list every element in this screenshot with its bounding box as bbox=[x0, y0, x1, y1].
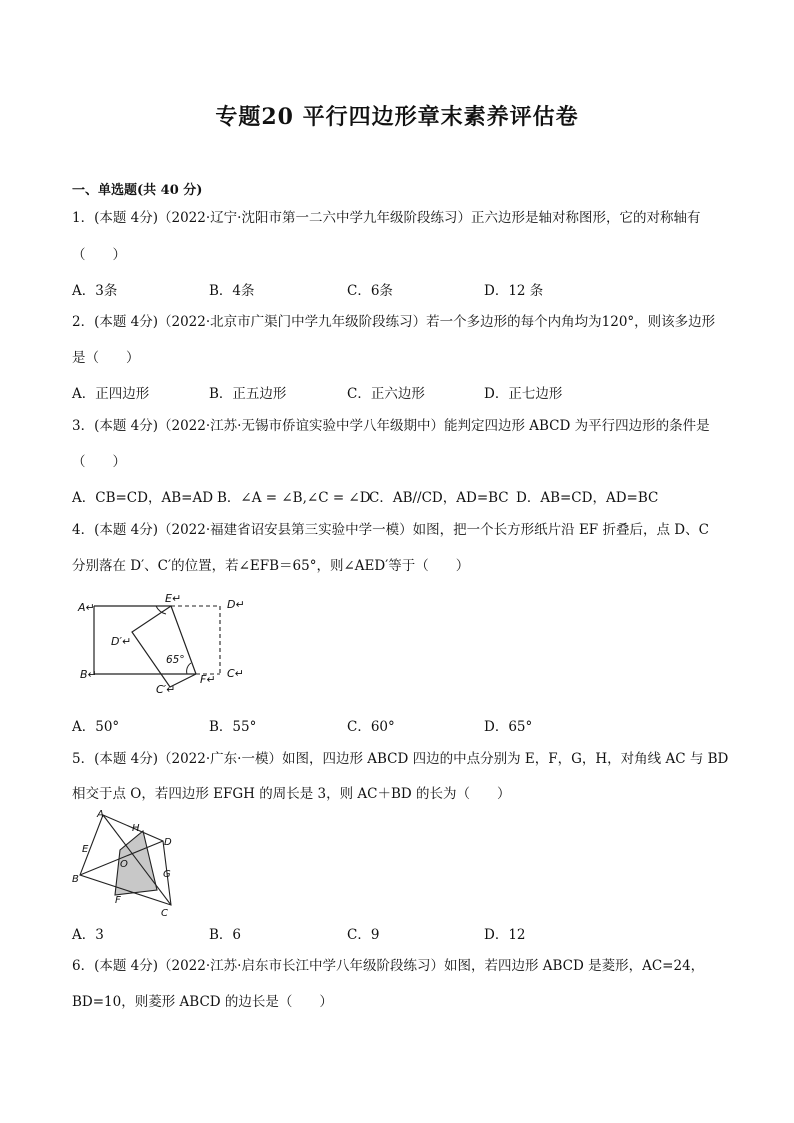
section-heading: 一、单选题(共 40 分) bbox=[72, 183, 203, 198]
q5-label-e: E bbox=[82, 844, 89, 855]
q1-option-b: B．4条 bbox=[209, 283, 255, 299]
q5-label-g: G bbox=[163, 869, 171, 880]
q1-option-a: A．3条 bbox=[72, 283, 118, 299]
q3-option-c: C．AB//CD，AD=BC bbox=[369, 490, 509, 506]
q6-stem-line2: BD=10，则菱形 ABCD 的边长是（ ） bbox=[72, 994, 333, 1010]
q4-label-a: A↵ bbox=[78, 601, 95, 614]
q3-stem-line2: （ ） bbox=[72, 454, 126, 470]
q2-option-c: C．正六边形 bbox=[347, 386, 425, 402]
q5-option-c: C．9 bbox=[347, 927, 380, 943]
q4-label-d-prime: D′↵ bbox=[111, 635, 132, 648]
q2-option-a: A．正四边形 bbox=[72, 386, 150, 402]
q5-label-h: H bbox=[132, 823, 140, 834]
q5-midpoint-quadrilateral-figure bbox=[66, 810, 186, 920]
q5-label-a: A bbox=[97, 810, 104, 820]
q5-label-c: C bbox=[161, 908, 168, 919]
q4-stem-line1: 4．(本题 4分)（2022·福建省诏安县第三实验中学一模）如图，把一个长方形纸片沿 EF 折叠后，点 D、C bbox=[72, 522, 709, 538]
q4-label-f: F↵ bbox=[200, 673, 216, 686]
q4-option-d: D．65° bbox=[484, 719, 533, 735]
q5-label-f: F bbox=[115, 895, 121, 906]
q4-option-a: A．50° bbox=[72, 719, 120, 735]
q1-option-c: C．6条 bbox=[347, 283, 393, 299]
q4-folded-rectangle-figure bbox=[70, 592, 260, 702]
q5-label-o: O bbox=[120, 859, 128, 870]
page-title: 专题20 平行四边形章末素养评估卷 bbox=[215, 104, 579, 130]
q5-label-d: D bbox=[164, 837, 172, 848]
q3-option-b: B．∠A = ∠B,∠C = ∠D bbox=[217, 490, 371, 506]
q4-stem-line2: 分别落在 D′、C′的位置，若∠EFB＝65°，则∠AED′等于（ ） bbox=[72, 558, 470, 574]
q5-option-d: D．12 bbox=[484, 927, 526, 943]
q5-option-b: B．6 bbox=[209, 927, 242, 943]
q4-label-b: B↵ bbox=[80, 668, 97, 681]
q1-stem-line2: （ ） bbox=[72, 247, 126, 263]
q6-stem-line1: 6．(本题 4分)（2022·江苏·启东市长江中学八年级阶段练习）如图，若四边形 ABCD 是菱形，AC=24， bbox=[72, 958, 705, 974]
q5-stem-line1: 5．(本题 4分)（2022·广东·一模）如图，四边形 ABCD 四边的中点分别为 E，F，G，H，对角线 AC 与 BD bbox=[72, 751, 729, 767]
q1-stem-line1: 1．(本题 4分)（2022·辽宁·沈阳市第一二六中学九年级阶段练习）正六边形是轴对称图形，它的对称轴有 bbox=[72, 210, 701, 226]
q4-label-d: D↵ bbox=[227, 598, 245, 611]
q5-stem-line2: 相交于点 O，若四边形 EFGH 的周长是 3，则 AC＋BD 的长为（ ） bbox=[72, 786, 511, 802]
q3-stem-line1: 3．(本题 4分)（2022·江苏·无锡市侨谊实验中学八年级期中）能判定四边形 ABCD 为平行四边形的条件是 bbox=[72, 418, 710, 434]
q4-option-b: B．55° bbox=[209, 719, 257, 735]
q4-label-e: E↵ bbox=[165, 592, 182, 605]
q4-label-c: C↵ bbox=[227, 667, 244, 680]
q3-option-d: D．AB=CD，AD=BC bbox=[516, 490, 659, 506]
q2-stem-line2: 是（ ） bbox=[72, 350, 140, 366]
q2-option-d: D．正七边形 bbox=[484, 386, 563, 402]
q4-angle-label: 65° bbox=[166, 654, 185, 666]
q2-stem-line1: 2．(本题 4分)（2022·北京市广渠门中学九年级阶段练习）若一个多边形的每个内角均为120°，则该多边形 bbox=[72, 314, 716, 330]
q4-label-c-prime: C′↵ bbox=[156, 683, 176, 696]
q4-option-c: C．60° bbox=[347, 719, 395, 735]
q5-option-a: A．3 bbox=[72, 927, 104, 943]
q1-option-d: D．12 条 bbox=[484, 283, 544, 299]
q5-label-b: B bbox=[72, 874, 79, 885]
q2-option-b: B．正五边形 bbox=[209, 386, 287, 402]
q3-option-a: A．CB=CD，AB=AD bbox=[72, 490, 214, 506]
